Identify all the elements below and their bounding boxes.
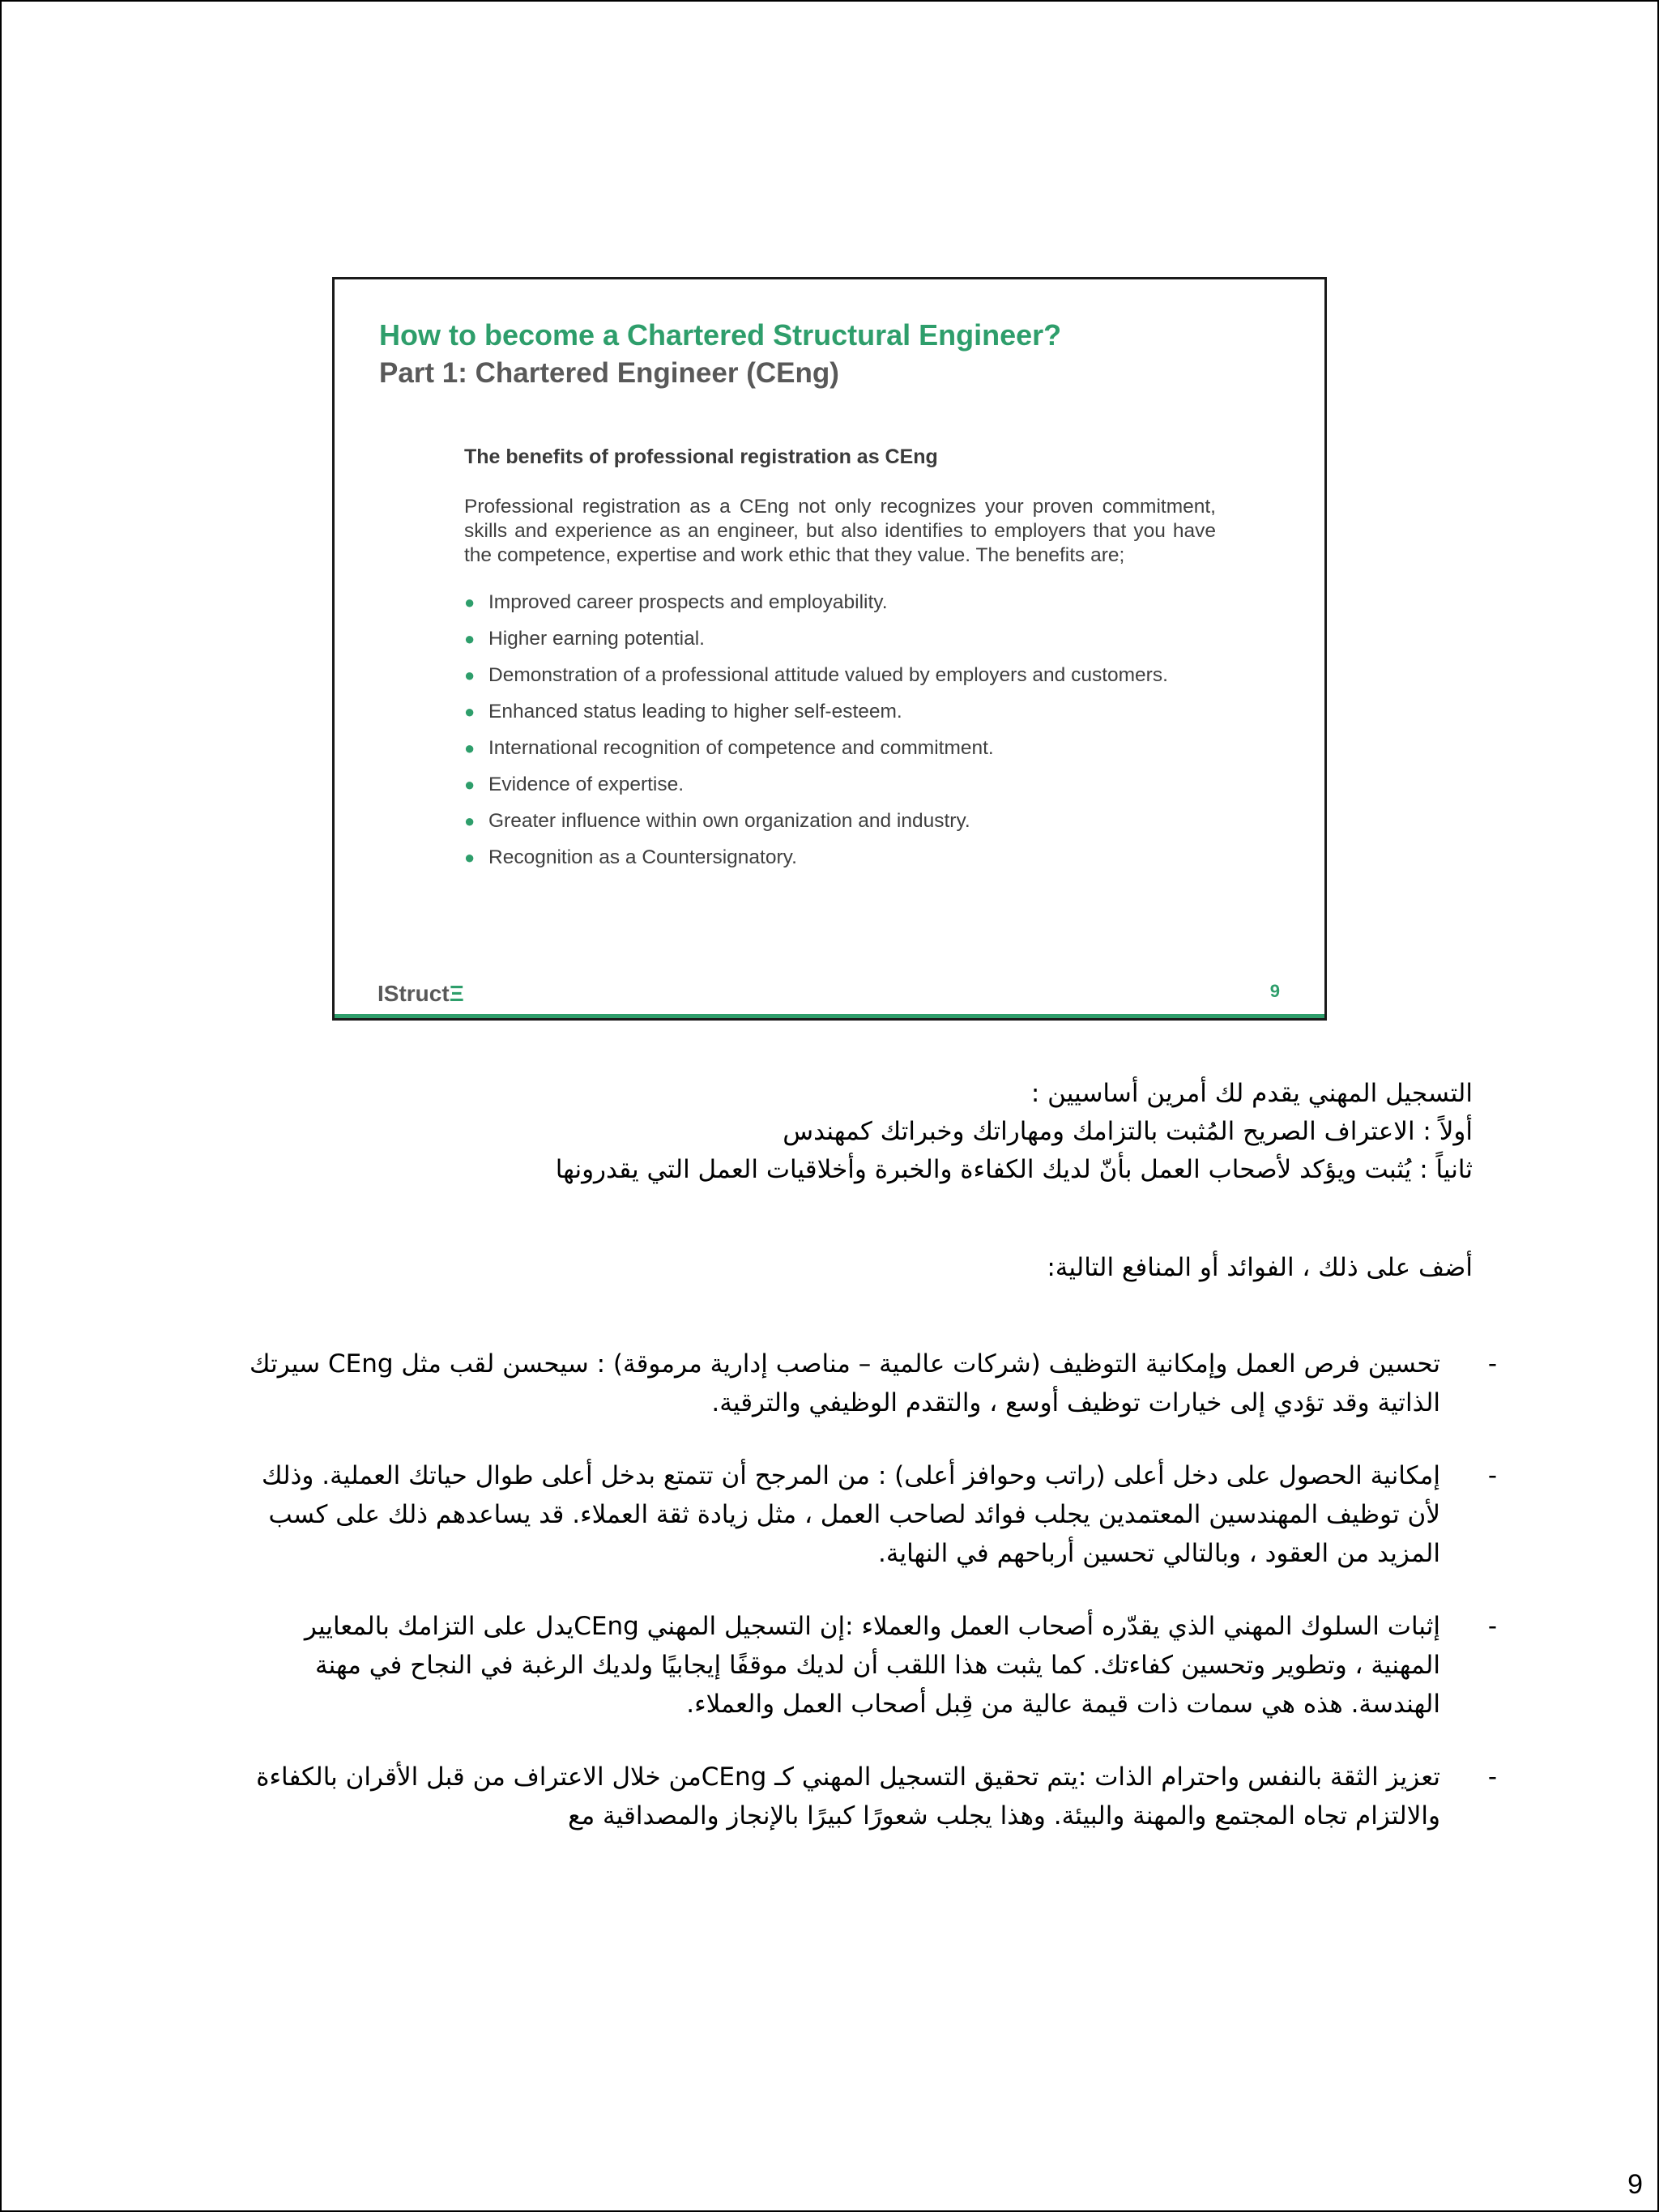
dash-bullet: -: [1487, 1349, 1497, 1379]
benefits-list: [464, 584, 1216, 876]
intro-line: التسجيل المهني يقدم لك أمرين أساسيين :: [1030, 1079, 1473, 1108]
arabic-intro: [136, 1075, 1473, 1189]
slide-accent-bar: [335, 1014, 1324, 1018]
bullet-icon: ●: [464, 592, 476, 612]
bullet-icon: ●: [464, 738, 476, 758]
bullet-icon: ●: [464, 701, 476, 722]
embedded-slide: [332, 277, 1327, 1021]
dash-bullet: -: [1487, 1612, 1497, 1641]
bullet-icon: ●: [464, 665, 476, 685]
istructe-logo: IStructΞ: [377, 981, 464, 1006]
benefit-item: ● Recognition as a Countersignatory.: [464, 839, 1216, 876]
benefit-item: ● Higher earning potential.: [464, 620, 1216, 657]
dash-bullet: -: [1487, 1461, 1497, 1490]
benefit-item: ● Enhanced status leading to higher self-esteem.: [464, 693, 1216, 730]
benefit-item: ● Demonstration of a professional attitude valued by employers and customers.: [464, 657, 1216, 693]
bullet-icon: ●: [464, 847, 476, 867]
intro-line: ثانياً : يُثبت ويؤكد لأصحاب العمل بأنّ لديك الكفاءة والخبرة وأخلاقيات العمل التي يقدرونها: [555, 1155, 1473, 1184]
slide-body: [464, 445, 1216, 876]
logo-mark-icon: Ξ: [449, 981, 464, 1006]
intro-line: أولاً : الاعتراف الصريح المُثبت بالتزامك ومهاراتك وخبراتك كمهندس: [783, 1117, 1473, 1146]
slide-number: 9: [1269, 981, 1280, 1001]
slide-intro-paragraph: Professional registration as a CEng not only recognizes your proven commitment, skills and experience as an engineer, but also identifies to employers that you have the competence, expertise and work ethic that they value. The benefits are;: [464, 496, 1216, 566]
benefit-item: ● International recognition of competence and commitment.: [464, 730, 1216, 766]
arabic-benefit-item: - تعزيز الثقة بالنفس واحترام الذات :يتم تحقيق التسجيل المهني كـ CEngمن خلال الاعتراف من قبل الأقران بالكفاءة والالتزام تجاه المجتمع والمهنة والبيئة. وهذا يجلب شعورًا كبيرًا بالإنجاز والمصداقية مع: [241, 1758, 1473, 1835]
slide-subheading: The benefits of professional registration as CEng: [464, 445, 938, 468]
slide-subtitle: Part 1: Chartered Engineer (CEng): [379, 357, 839, 389]
page-number: 9: [1627, 2169, 1643, 2200]
benefit-item: ● Evidence of expertise.: [464, 766, 1216, 803]
benefit-item: ● Improved career prospects and employability.: [464, 584, 1216, 620]
arabic-benefits-list: [241, 1345, 1497, 1869]
arabic-benefit-item: - تحسين فرص العمل وإمكانية التوظيف (شركات عالمية – مناصب إدارية مرموقة) : سيحسن لقب مثل CEng سيرتك الذاتية وقد تؤدي إلى خيارات توظيف أوسع ، والتقدم الوظيفي والترقية.: [241, 1345, 1473, 1422]
bullet-icon: ●: [464, 774, 476, 795]
dash-bullet: -: [1487, 1762, 1497, 1792]
arabic-additional-heading: أضف على ذلك ، الفوائد أو المنافع التالية:: [1047, 1253, 1473, 1282]
slide-title: How to become a Chartered Structural Engineer?: [379, 318, 1062, 352]
arabic-benefit-item: - إثبات السلوك المهني الذي يقدّره أصحاب العمل والعملاء :إن التسجيل المهني CEngيدل على التزامك بالمعايير المهنية ، وتطوير وتحسين كفاءتك. كما يثبت هذا اللقب أن لديك موقفًا إيجابيًا ولديك الرغبة في النجاح في مهنة الهندسة. هذه هي سمات ذات قيمة عالية من قِبل أصحاب العمل والعملاء.: [241, 1607, 1473, 1724]
bullet-icon: ●: [464, 629, 476, 649]
benefit-item: ● Greater influence within own organization and industry.: [464, 803, 1216, 839]
bullet-icon: ●: [464, 811, 476, 831]
arabic-benefit-item: - إمكانية الحصول على دخل أعلى (راتب وحوافز أعلى) : من المرجح أن تتمتع بدخل أعلى طوال حياتك العملية. وذلك لأن توظيف المهندسين المعتمدين يجلب فوائد لصاحب العمل ، مثل زيادة ثقة العملاء. قد يساعدهم ذلك على كسب المزيد من العقود ، وبالتالي تحسين أرباحهم في النهاية.: [241, 1456, 1473, 1573]
